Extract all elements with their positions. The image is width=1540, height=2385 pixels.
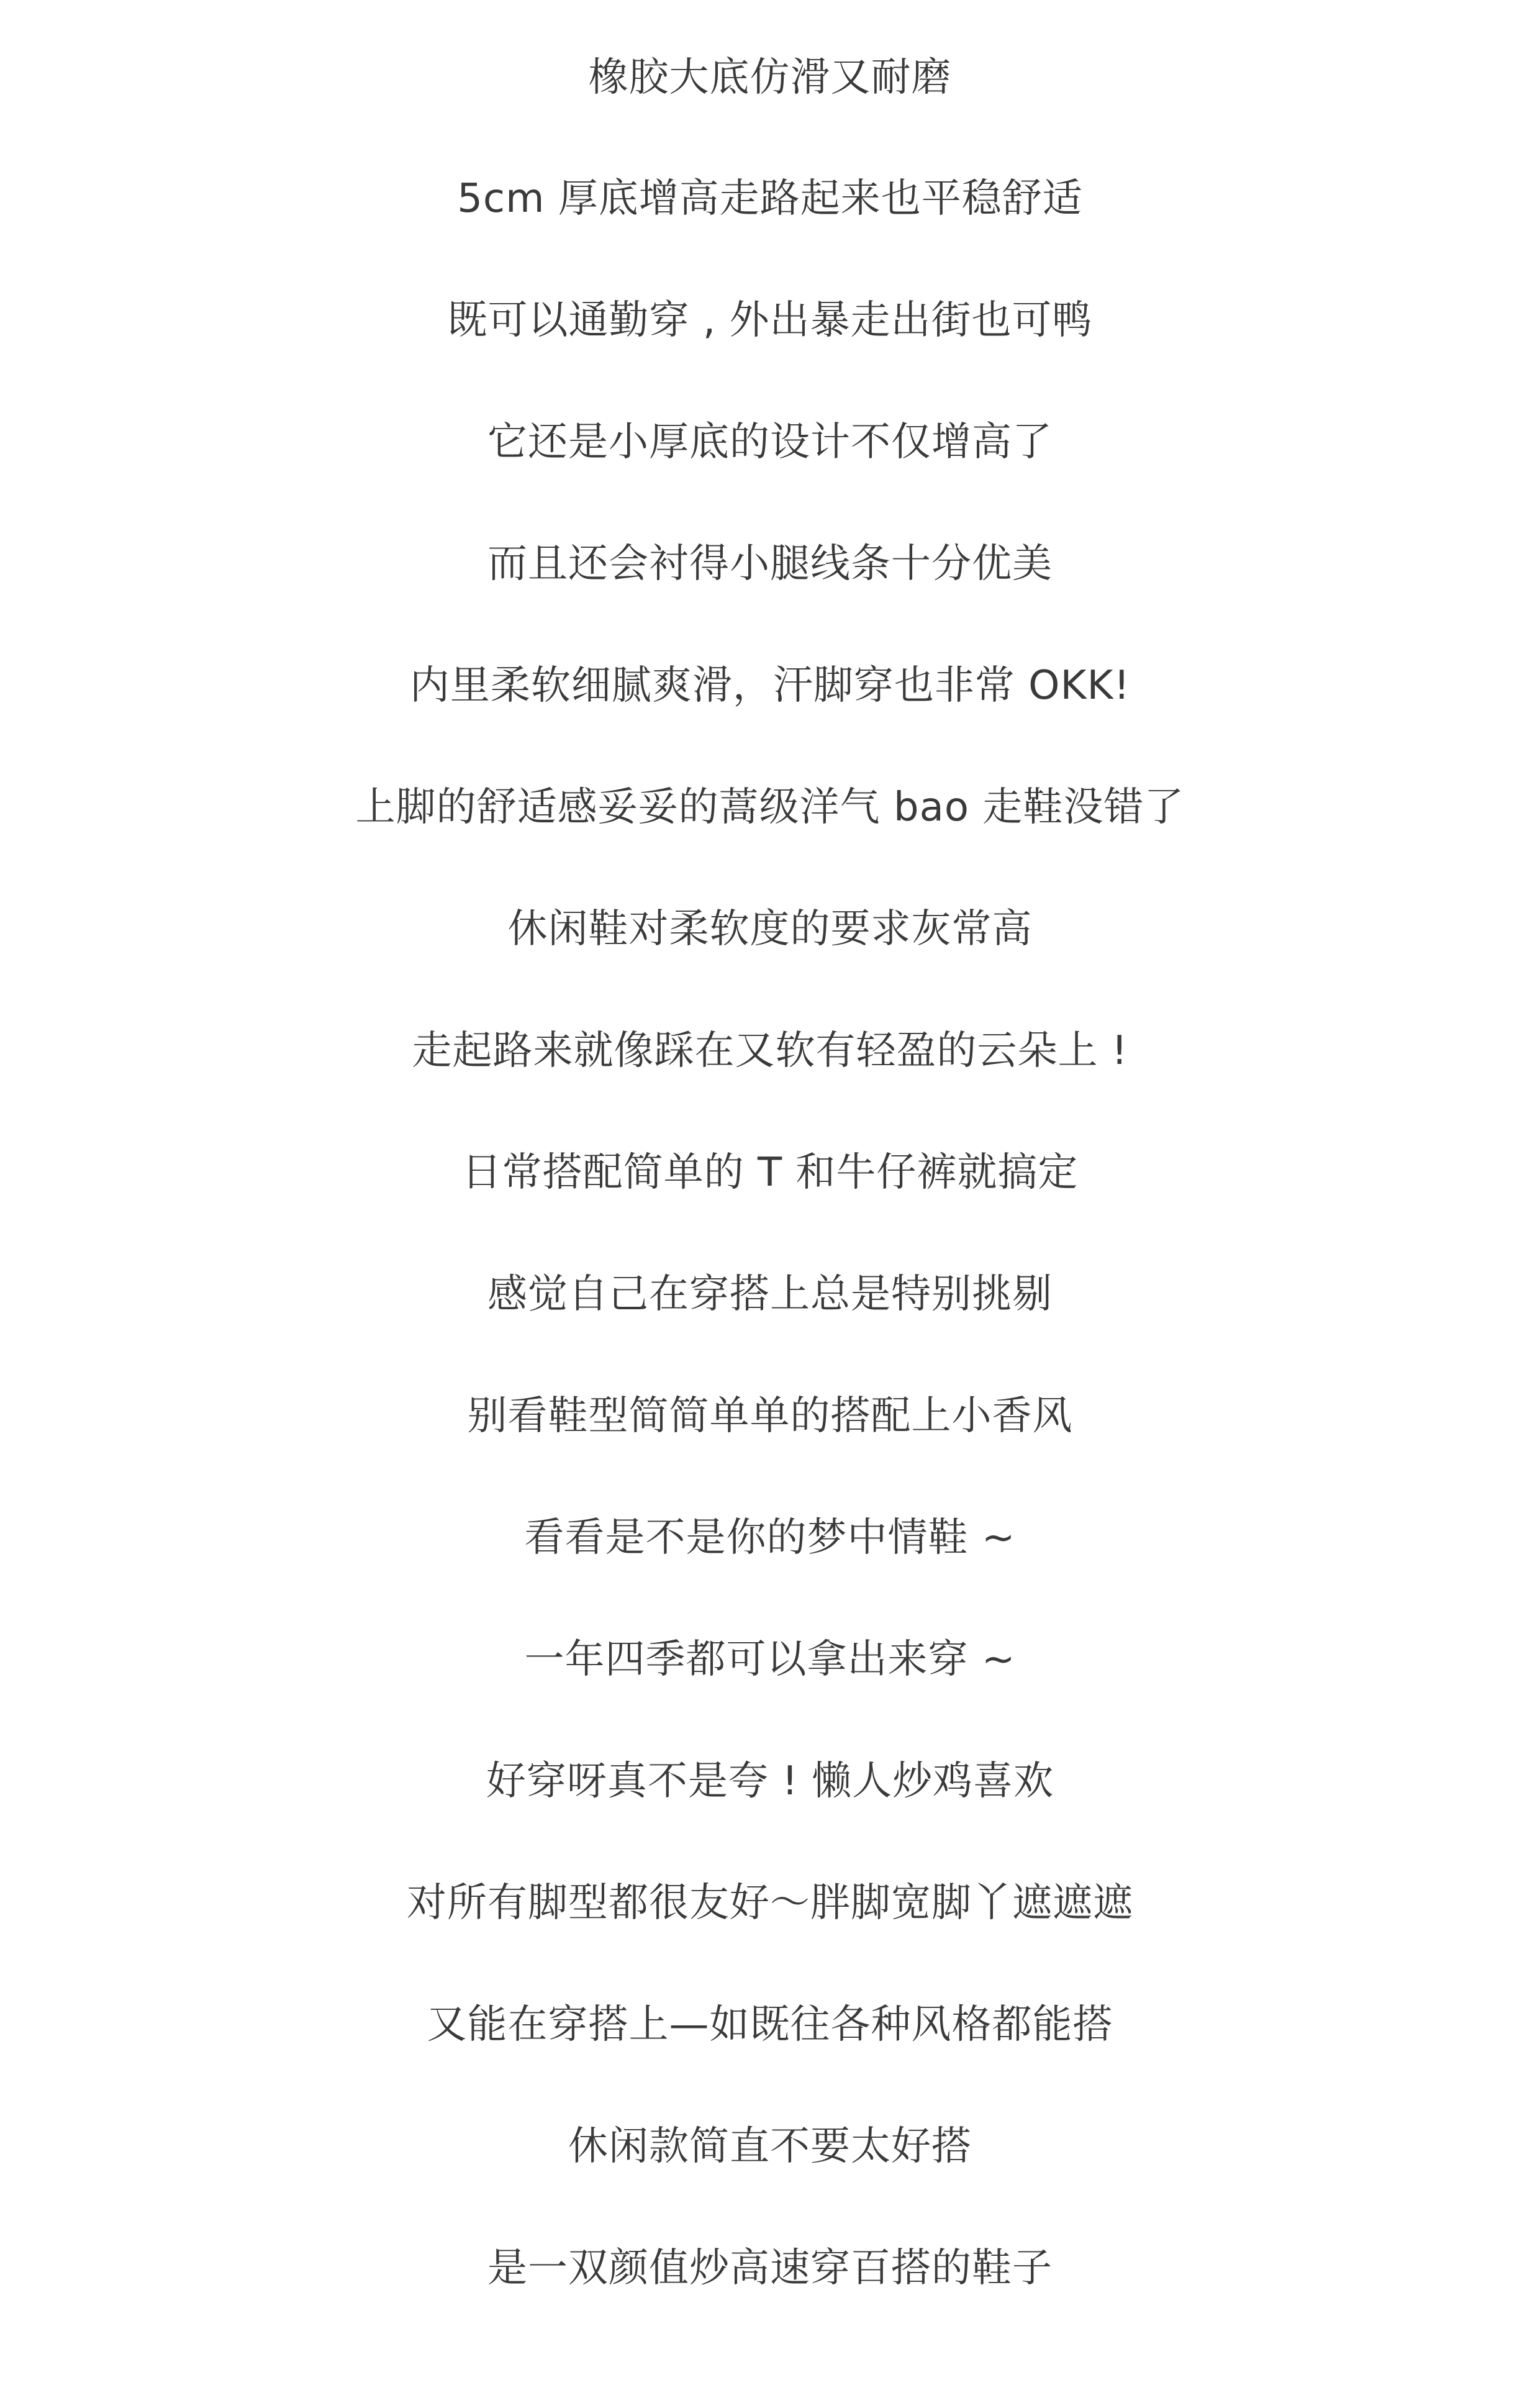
copy-line: 看看是不是你的梦中情鞋 ~ bbox=[524, 1515, 1016, 1561]
copy-line: 休闲鞋对柔软度的要求灰常高 bbox=[507, 906, 1033, 952]
copy-line: 上脚的舒适感妥妥的蒿级洋气 bao 走鞋没错了 bbox=[355, 784, 1185, 830]
copy-line: 感觉自己在穿搭上总是特别挑剔 bbox=[487, 1271, 1053, 1317]
copy-line: 日常搭配简单的 T 和牛仔裤就搞定 bbox=[461, 1150, 1079, 1196]
copy-line: 橡胶大底仿滑又耐磨 bbox=[588, 55, 952, 101]
copy-line: 休闲款简直不要太好搭 bbox=[568, 2124, 972, 2169]
copy-line: 一年四季都可以拿出来穿 ~ bbox=[524, 1637, 1016, 1683]
copy-line: 内里柔软细腻爽滑，汗脚穿也非常 OKK! bbox=[409, 663, 1131, 709]
copy-line: 既可以通勤穿 , 外出暴走出街也可鸭 bbox=[447, 298, 1093, 343]
copy-line: 5cm 厚底增高走路起来也平稳舒适 bbox=[457, 176, 1083, 222]
copy-line: 走起路来就像踩在又软有轻盈的云朵上 ! bbox=[412, 1028, 1128, 1074]
copy-line: 它还是小厚底的设计不仅增高了 bbox=[487, 419, 1053, 465]
copy-line: 是一双颜值炒高速穿百搭的鞋子 bbox=[487, 2245, 1053, 2291]
copy-line: 对所有脚型都很友好～胖脚宽脚丫遮遮遮 bbox=[407, 1880, 1133, 1926]
copy-line: 而且还会衬得小腿线条十分优美 bbox=[487, 541, 1053, 587]
copy-line: 又能在穿搭上—如既往各种风格都能搭 bbox=[427, 2002, 1113, 2048]
copy-line: 别看鞋型简简单单的搭配上小香风 bbox=[467, 1393, 1073, 1439]
copy-line: 好穿呀真不是夸 ! 懒人炒鸡喜欢 bbox=[486, 1758, 1054, 1804]
